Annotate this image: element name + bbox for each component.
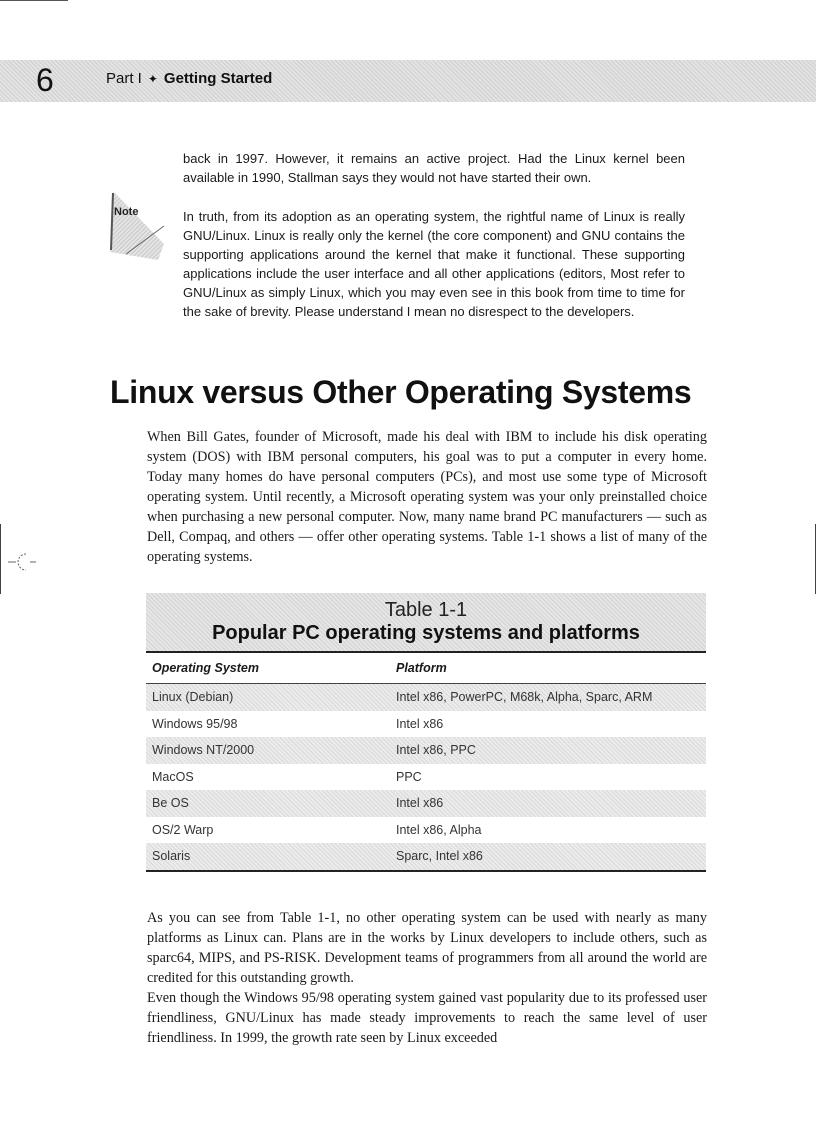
table-row [146, 684, 706, 711]
note-label: Note [114, 206, 139, 218]
registration-mark-icon [6, 548, 38, 576]
os-cell: OS/2 Warp [152, 822, 214, 837]
note-icon [106, 190, 170, 262]
table-row [146, 790, 706, 817]
body-paragraph: As you can see from Table 1-1, no other operating system can be used with nearly as many platforms as Linux can. Plans are in the works by Linux developers to include others, such as sparc64, MIPS, and PS-RISK. Development teams of programmers from all around the world are credited for this outstanding growth. [147, 910, 707, 986]
left-crop-mark [0, 524, 1, 594]
os-platform-table [146, 593, 706, 872]
table-row [146, 711, 706, 738]
table-row [146, 737, 706, 764]
table-banner [146, 593, 706, 653]
table-row [146, 764, 706, 791]
table-header-row [146, 653, 706, 684]
page-header [0, 60, 816, 102]
section-heading: Linux versus Other Operating Systems [110, 374, 692, 410]
part-label: Part I [106, 70, 142, 87]
separator-icon: ✦ [147, 72, 158, 86]
os-cell: Windows NT/2000 [152, 743, 255, 758]
platform-cell: Intel x86, PowerPC, M68k, Alpha, Sparc, ARM [396, 690, 653, 705]
os-cell: MacOS [152, 769, 194, 784]
column-header-operating-system: Operating System [152, 661, 259, 675]
os-cell: Windows 95/98 [152, 716, 238, 731]
column-header-platform: Platform [396, 661, 447, 675]
chapter-title: Getting Started [163, 70, 273, 87]
platform-cell: Intel x86, PPC [396, 743, 476, 758]
table-row [146, 817, 706, 844]
body-paragraph: When Bill Gates, founder of Microsoft, made his deal with IBM to include his disk operating system (DOS) with IBM personal computers, his goal was to put a computer in every home. Today many homes do have personal computers (PCs), and most use some type of Microsoft operating system. Until recently, a Microsoft operating system was your only preinstalled choice when purchasing a new personal computer. Now, many name brand PC manufacturers — such as Dell, Compaq, and others — offer other operating systems. Table 1-1 shows a list of many of the operating systems. [147, 429, 707, 565]
note-paragraph: In truth, from its adoption as an operating system, the rightful name of Linux is really GNU/Linux. Linux is really only the kernel (the core component) and GNU contains the supporting applications around the kernel that make it functional. These supporting applications include the user interface and all other applications (editors, Most refer to GNU/Linux as simply Linux, which you may even see in this book from time to time for the sake of brevity. Please understand I mean no disrespect to the developers. [183, 209, 685, 319]
platform-cell: PPC [396, 769, 422, 784]
body-paragraph: Even though the Windows 95/98 operating system gained vast popularity due to its professed user friendliness, GNU/Linux has made steady improvements to reach the same level of user friendliness. In 1999, the growth rate seen by Linux exceeded [147, 990, 707, 1046]
table-row [146, 843, 706, 870]
page-number: 6 [36, 62, 54, 98]
os-cell: Be OS [152, 796, 189, 811]
platform-cell: Intel x86 [396, 716, 444, 731]
platform-cell: Sparc, Intel x86 [396, 849, 483, 864]
intro-paragraph: back in 1997. However, it remains an active project. Had the Linux kernel been available in 1990, Stallman says they would not have started their own. [183, 151, 685, 185]
platform-cell: Intel x86 [396, 796, 444, 811]
table-title: Popular PC operating systems and platforms [212, 622, 640, 644]
os-cell: Linux (Debian) [152, 690, 234, 705]
os-cell: Solaris [152, 849, 191, 864]
top-crop-rule [0, 0, 68, 1]
running-head [106, 70, 272, 87]
table-number: Table 1-1 [384, 599, 468, 621]
table-bottom-rule [146, 870, 706, 872]
platform-cell: Intel x86, Alpha [396, 822, 482, 837]
